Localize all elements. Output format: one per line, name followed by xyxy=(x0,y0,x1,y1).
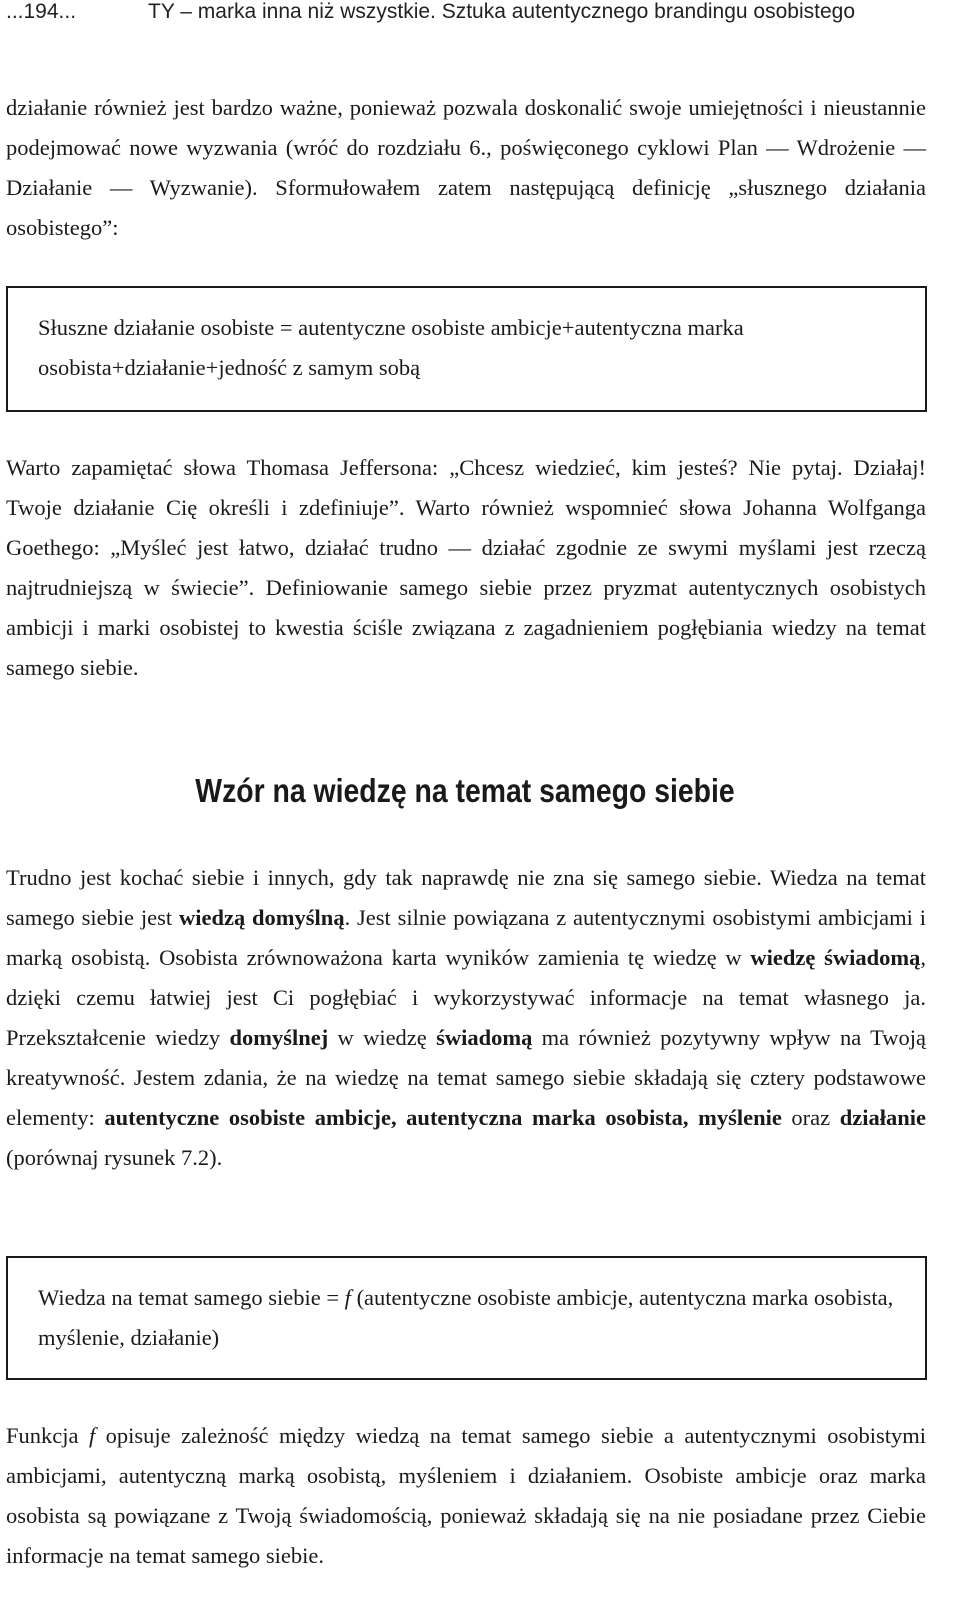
text-run: w wiedzę xyxy=(328,1025,437,1050)
definition-box-action xyxy=(6,286,927,412)
paragraph-function xyxy=(6,1416,926,1576)
function-symbol: f xyxy=(344,1285,351,1310)
text-run: . Jest silnie powiązana z autentycznymi osobistymi ambicjami i marką osobistą. Osobista zrównoważona karta wyników zamienia tę wiedzę w xyxy=(6,905,926,970)
function-symbol: f xyxy=(88,1423,96,1448)
bold-term: autentyczne osobiste ambicje, autentyczna marka osobista, myślenie xyxy=(104,1105,782,1130)
formula-text: Wiedza na temat samego siebie = xyxy=(38,1285,345,1310)
text-run: (porównaj rysunek 7.2). xyxy=(6,1145,223,1170)
bold-term: wiedzę świadomą xyxy=(750,945,921,970)
paragraph-quotes: Warto zapamiętać słowa Thomasa Jeffersona: „Chcesz wiedzieć, kim jesteś? Nie pytaj. Działaj! Twoje działanie Cię określi i zdefiniuje”. Warto również wspomnieć słowa Johanna Wolfganga Goethego: „Myśleć jest łatwo, działać trudno — działać zgodnie ze swymi myślami jest rzeczą najtrudniejszą w świecie”. Definiowanie samego siebie przez pryzmat autentycznych osobistych ambicji i marki osobistej to kwestia ściśle związana z zagadnieniem pogłębiania wiedzy na temat samego siebie. xyxy=(6,455,926,680)
running-header xyxy=(6,0,855,32)
text-run: , dzięki czemu łatwiej jest Ci pogłębiać i wykorzystywać informacje na temat własnego ja. Przekształcenie wiedzy xyxy=(6,945,926,1050)
text-run: opisuje zależność między wiedzą na temat samego siebie a autentycznymi osobistymi ambicjami, autentyczną marką osobistą, myśleniem i działaniem. Osobiste ambicje oraz marka osobista są powiązane z Twoją świadomością, ponieważ składają się na nie posiadane przez Ciebie informacje na temat samego siebie. xyxy=(6,1423,926,1568)
definition-box-knowledge xyxy=(6,1256,927,1380)
bold-term: wiedzą domyślną xyxy=(178,905,345,930)
definition-formula: Słuszne działanie osobiste = autentyczne osobiste ambicje+autentyczna marka osobista+działanie+jedność z samym sobą xyxy=(38,315,744,380)
formula-text: (autentyczne osobiste ambicje, autentyczna marka osobista, myślenie, działanie) xyxy=(38,1285,894,1350)
paragraph-intro: działanie również jest bardzo ważne, ponieważ pozwala doskonalić swoje umiejętności i nieustannie podejmować nowe wyzwania (wróć do rozdziału 6., poświęconego cyklowi Plan — Wdrożenie — Działanie — Wyzwanie). Sformułowałem zatem następującą definicję „słusznego działania osobistego”: xyxy=(6,95,926,240)
text-run: Trudno jest kochać siebie i innych, gdy tak naprawdę nie zna się samego siebie. Wiedza na temat samego siebie jest xyxy=(6,865,926,930)
running-title: TY – marka inna niż wszystkie. Sztuka autentycznego brandingu osobistego xyxy=(148,0,856,23)
text-run: Funkcja xyxy=(6,1423,89,1448)
bold-term: domyślnej xyxy=(229,1025,329,1050)
text-run: ma również pozytywny wpływ na Twoją kreatywność. Jestem zdania, że na wiedzę na temat samego siebie składają się cztery podstawowe elementy: xyxy=(6,1025,926,1130)
page-number: ...194... xyxy=(6,0,77,23)
bold-term: działanie xyxy=(839,1105,927,1130)
bold-term: świadomą xyxy=(436,1025,533,1050)
text-run: oraz xyxy=(781,1105,840,1130)
paragraph-knowledge xyxy=(6,858,926,1178)
section-heading: Wzór na wiedzę na temat samego siebie xyxy=(195,772,735,809)
